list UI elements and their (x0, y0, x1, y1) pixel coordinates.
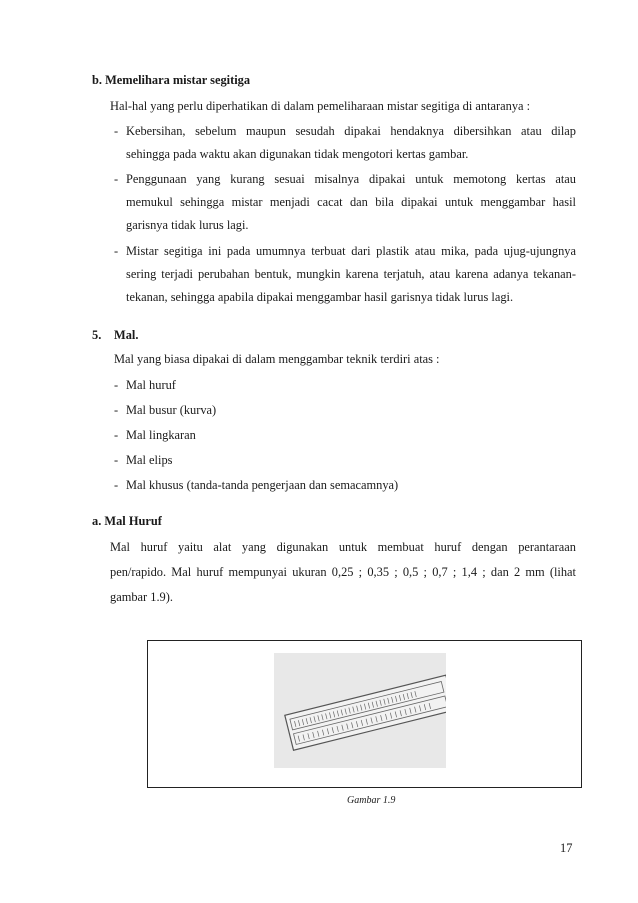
paragraph-line: Mal huruf yaitu alat yang digunakan untuk membuat huruf dengan perantaraan (110, 540, 576, 554)
list-item-line: Penggunaan yang kurang sesuai misalnya dipakai untuk memotong kertas atau (126, 172, 576, 186)
figure-caption: Gambar 1.9 (347, 795, 396, 806)
list-item-line: sehingga pada waktu akan digunakan tidak mengotori kertas gambar. (126, 147, 469, 161)
list-dash: - (114, 453, 119, 467)
section-a-heading: a. Mal Huruf (92, 514, 162, 528)
list-dash: - (114, 172, 119, 186)
section-5-number: 5. (92, 328, 102, 342)
list-item: Mal busur (kurva) (126, 403, 217, 417)
list-dash: - (114, 244, 119, 258)
section-b-heading: b. Memelihara mistar segitiga (92, 73, 251, 87)
list-dash: - (114, 478, 119, 492)
section-5-title: Mal. (114, 328, 139, 342)
list-item: Mal elips (126, 453, 173, 467)
list-item-line: Kebersihan, sebelum maupun sesudah dipakai hendaknya dibersihkan atau dilap (126, 124, 576, 138)
lettering-stencil-photo (274, 653, 446, 768)
list-dash: - (114, 124, 119, 138)
page-number: 17 (560, 841, 573, 855)
list-item-line: garisnya tidak lurus lagi. (126, 218, 249, 232)
list-dash: - (114, 403, 119, 417)
list-item: Mal khusus (tanda-tanda pengerjaan dan semacamnya) (126, 478, 399, 492)
list-item-line: sering terjadi perubahan bentuk, mungkin karena terjatuh, atau karena adanya tekanan- (126, 267, 576, 281)
list-item: Mal huruf (126, 378, 176, 392)
list-item-line: Mistar segitiga ini pada umumnya terbuat dari plastik atau mika, pada ujug-ujungnya (126, 244, 576, 258)
paragraph-line: gambar 1.9). (110, 590, 173, 604)
list-item: Mal lingkaran (126, 428, 196, 442)
list-dash: - (114, 378, 119, 392)
section-5-intro: Mal yang biasa dipakai di dalam menggambar teknik terdiri atas : (114, 352, 440, 366)
list-dash: - (114, 428, 119, 442)
paragraph-line: pen/rapido. Mal huruf mempunyai ukuran 0,25 ; 0,35 ; 0,5 ; 0,7 ; 1,4 ; dan 2 mm (lihat (110, 565, 576, 579)
list-item-line: tekanan, sehingga apabila dipakai menggambar hasil garisnya tidak lurus lagi. (126, 290, 514, 304)
section-b-intro: Hal-hal yang perlu diperhatikan di dalam pemeliharaan mistar segitiga di antaranya : (110, 99, 531, 113)
figure-frame (147, 640, 582, 788)
list-item-line: memukul sehingga mistar menjadi cacat dan bila dipakai untuk menggambar hasil (126, 195, 576, 209)
lettering-stencil-illustration (274, 653, 446, 768)
